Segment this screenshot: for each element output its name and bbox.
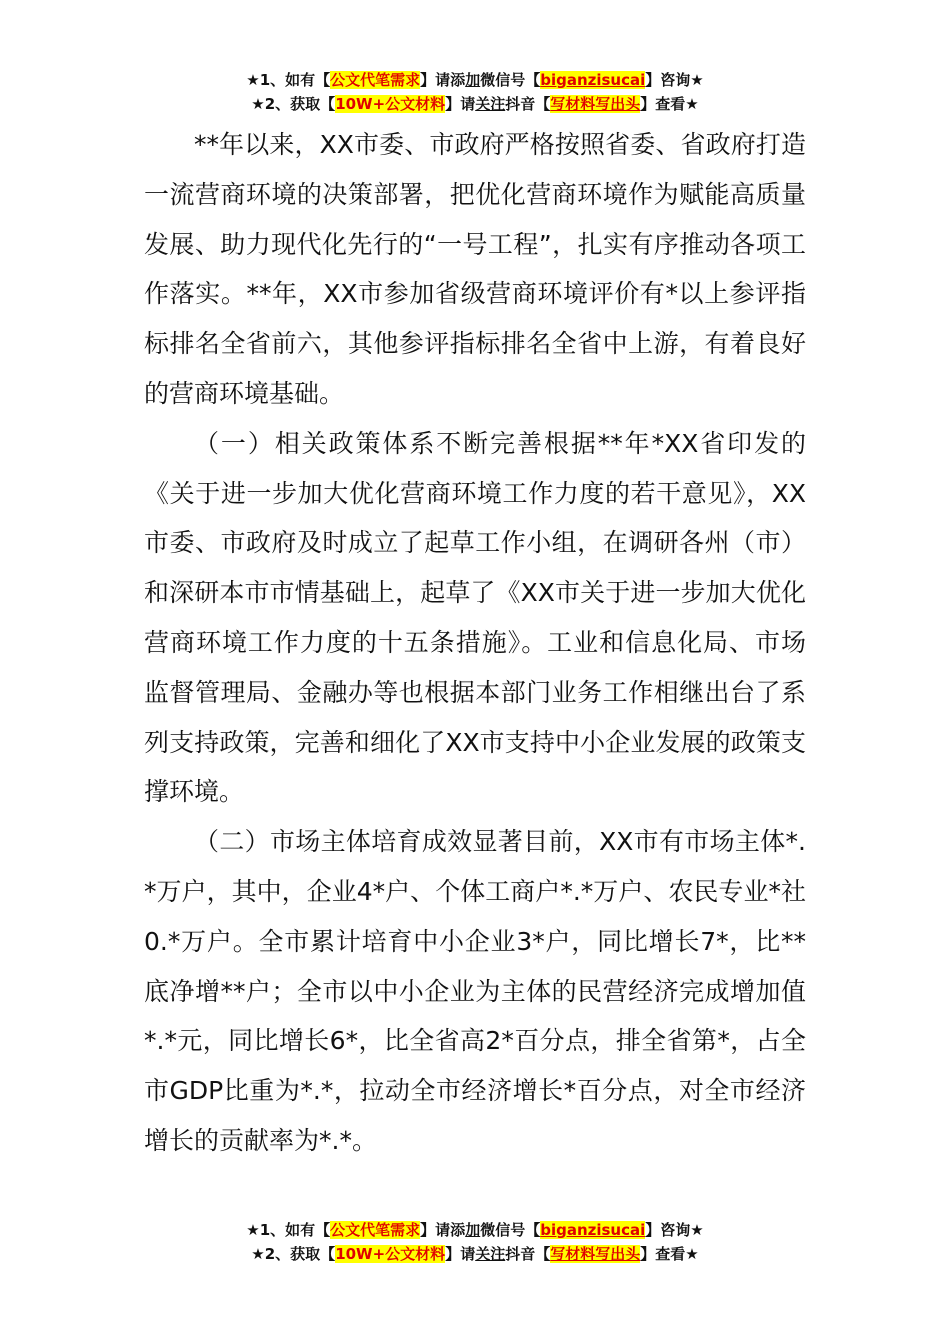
paragraph-market-entities: （二）市场主体培育成效显著目前，XX市有市场主体*.*万户，其中，企业4*户、个体工商户*.*万户、农民专业*社0.*万户。全市累计培育中小企业3*户，同比增长7*，比**底净增**户；全市以中小企业为主体的民营经济完成增加值*.*元，同比增长6*，比全省高2*百分点，排全省第*，占全市GDP比重为*.*，拉动全市经济增长*百分点，对全市经济增长的贡献率为*.*。 bbox=[144, 827, 806, 1155]
banner-emphasis: 加 bbox=[465, 1221, 481, 1239]
highlight-wechat-id: biganzisucai bbox=[540, 71, 646, 89]
paragraph-intro: **年以来，XX市委、市政府严格按照省委、省政府打造一流营商环境的决策部署，把优化营商环境作为赋能高质量发展、助力现代化先行的“一号工程”，扎实有序推动各项工作落实。**年，XX市参加省级营商环境评价有*以上参评指标排名全省前六，其他参评指标排名全省中上游，有着良好的营商环境基础。 bbox=[144, 130, 806, 408]
highlight-wechat-id: biganzisucai bbox=[540, 1221, 646, 1239]
highlight-douyin-account: 写材料写出头 bbox=[550, 95, 641, 113]
banner-text: 】查看★ bbox=[640, 1245, 699, 1263]
banner-text: 微信号【 bbox=[480, 1221, 541, 1239]
banner-text: 】请 bbox=[445, 1245, 476, 1263]
banner-text: 】咨询★ bbox=[645, 71, 704, 89]
banner-text: 微信号【 bbox=[480, 71, 541, 89]
banner-line-2 bbox=[0, 92, 950, 116]
banner-text: ★2、获取【 bbox=[251, 1245, 336, 1263]
highlight-service: 公文代笔需求 bbox=[330, 71, 421, 89]
document-body bbox=[144, 120, 806, 1166]
banner-line-1 bbox=[0, 1218, 950, 1242]
highlight-materials: 10W+公文材料 bbox=[335, 1245, 446, 1263]
banner-line-1 bbox=[0, 68, 950, 92]
banner-text: ★1、如有【 bbox=[246, 1221, 331, 1239]
banner-text: 】请添 bbox=[420, 71, 466, 89]
highlight-service: 公文代笔需求 bbox=[330, 1221, 421, 1239]
banner-text: ★2、获取【 bbox=[251, 95, 336, 113]
banner-emphasis: 加 bbox=[465, 71, 481, 89]
paragraph-policy-system: （一）相关政策体系不断完善根据**年*XX省印发的《关于进一步加大优化营商环境工作力度的若干意见》，XX市委、市政府及时成立了起草工作小组，在调研各州（市）和深研本市市情基础上，起草了《XX市关于进一步加大优化营商环境工作力度的十五条措施》。工业和信息化局、市场监督管理局、金融办等也根据本部门业务工作相继出台了系列支持政策，完善和细化了XX市支持中小企业发展的政策支撑环境。 bbox=[144, 428, 806, 807]
banner-text: 】请 bbox=[445, 95, 476, 113]
banner-emphasis: 关注 bbox=[475, 1245, 506, 1263]
banner-text: 】查看★ bbox=[640, 95, 699, 113]
highlight-materials: 10W+公文材料 bbox=[335, 95, 446, 113]
banner-line-2 bbox=[0, 1242, 950, 1266]
footer-banner bbox=[0, 1218, 950, 1266]
banner-text: ★1、如有【 bbox=[246, 71, 331, 89]
banner-emphasis: 关注 bbox=[475, 95, 506, 113]
banner-text: 抖音【 bbox=[505, 95, 551, 113]
banner-text: 】咨询★ bbox=[645, 1221, 704, 1239]
highlight-douyin-account: 写材料写出头 bbox=[550, 1245, 641, 1263]
header-banner bbox=[0, 68, 950, 116]
banner-text: 抖音【 bbox=[505, 1245, 551, 1263]
banner-text: 】请添 bbox=[420, 1221, 466, 1239]
